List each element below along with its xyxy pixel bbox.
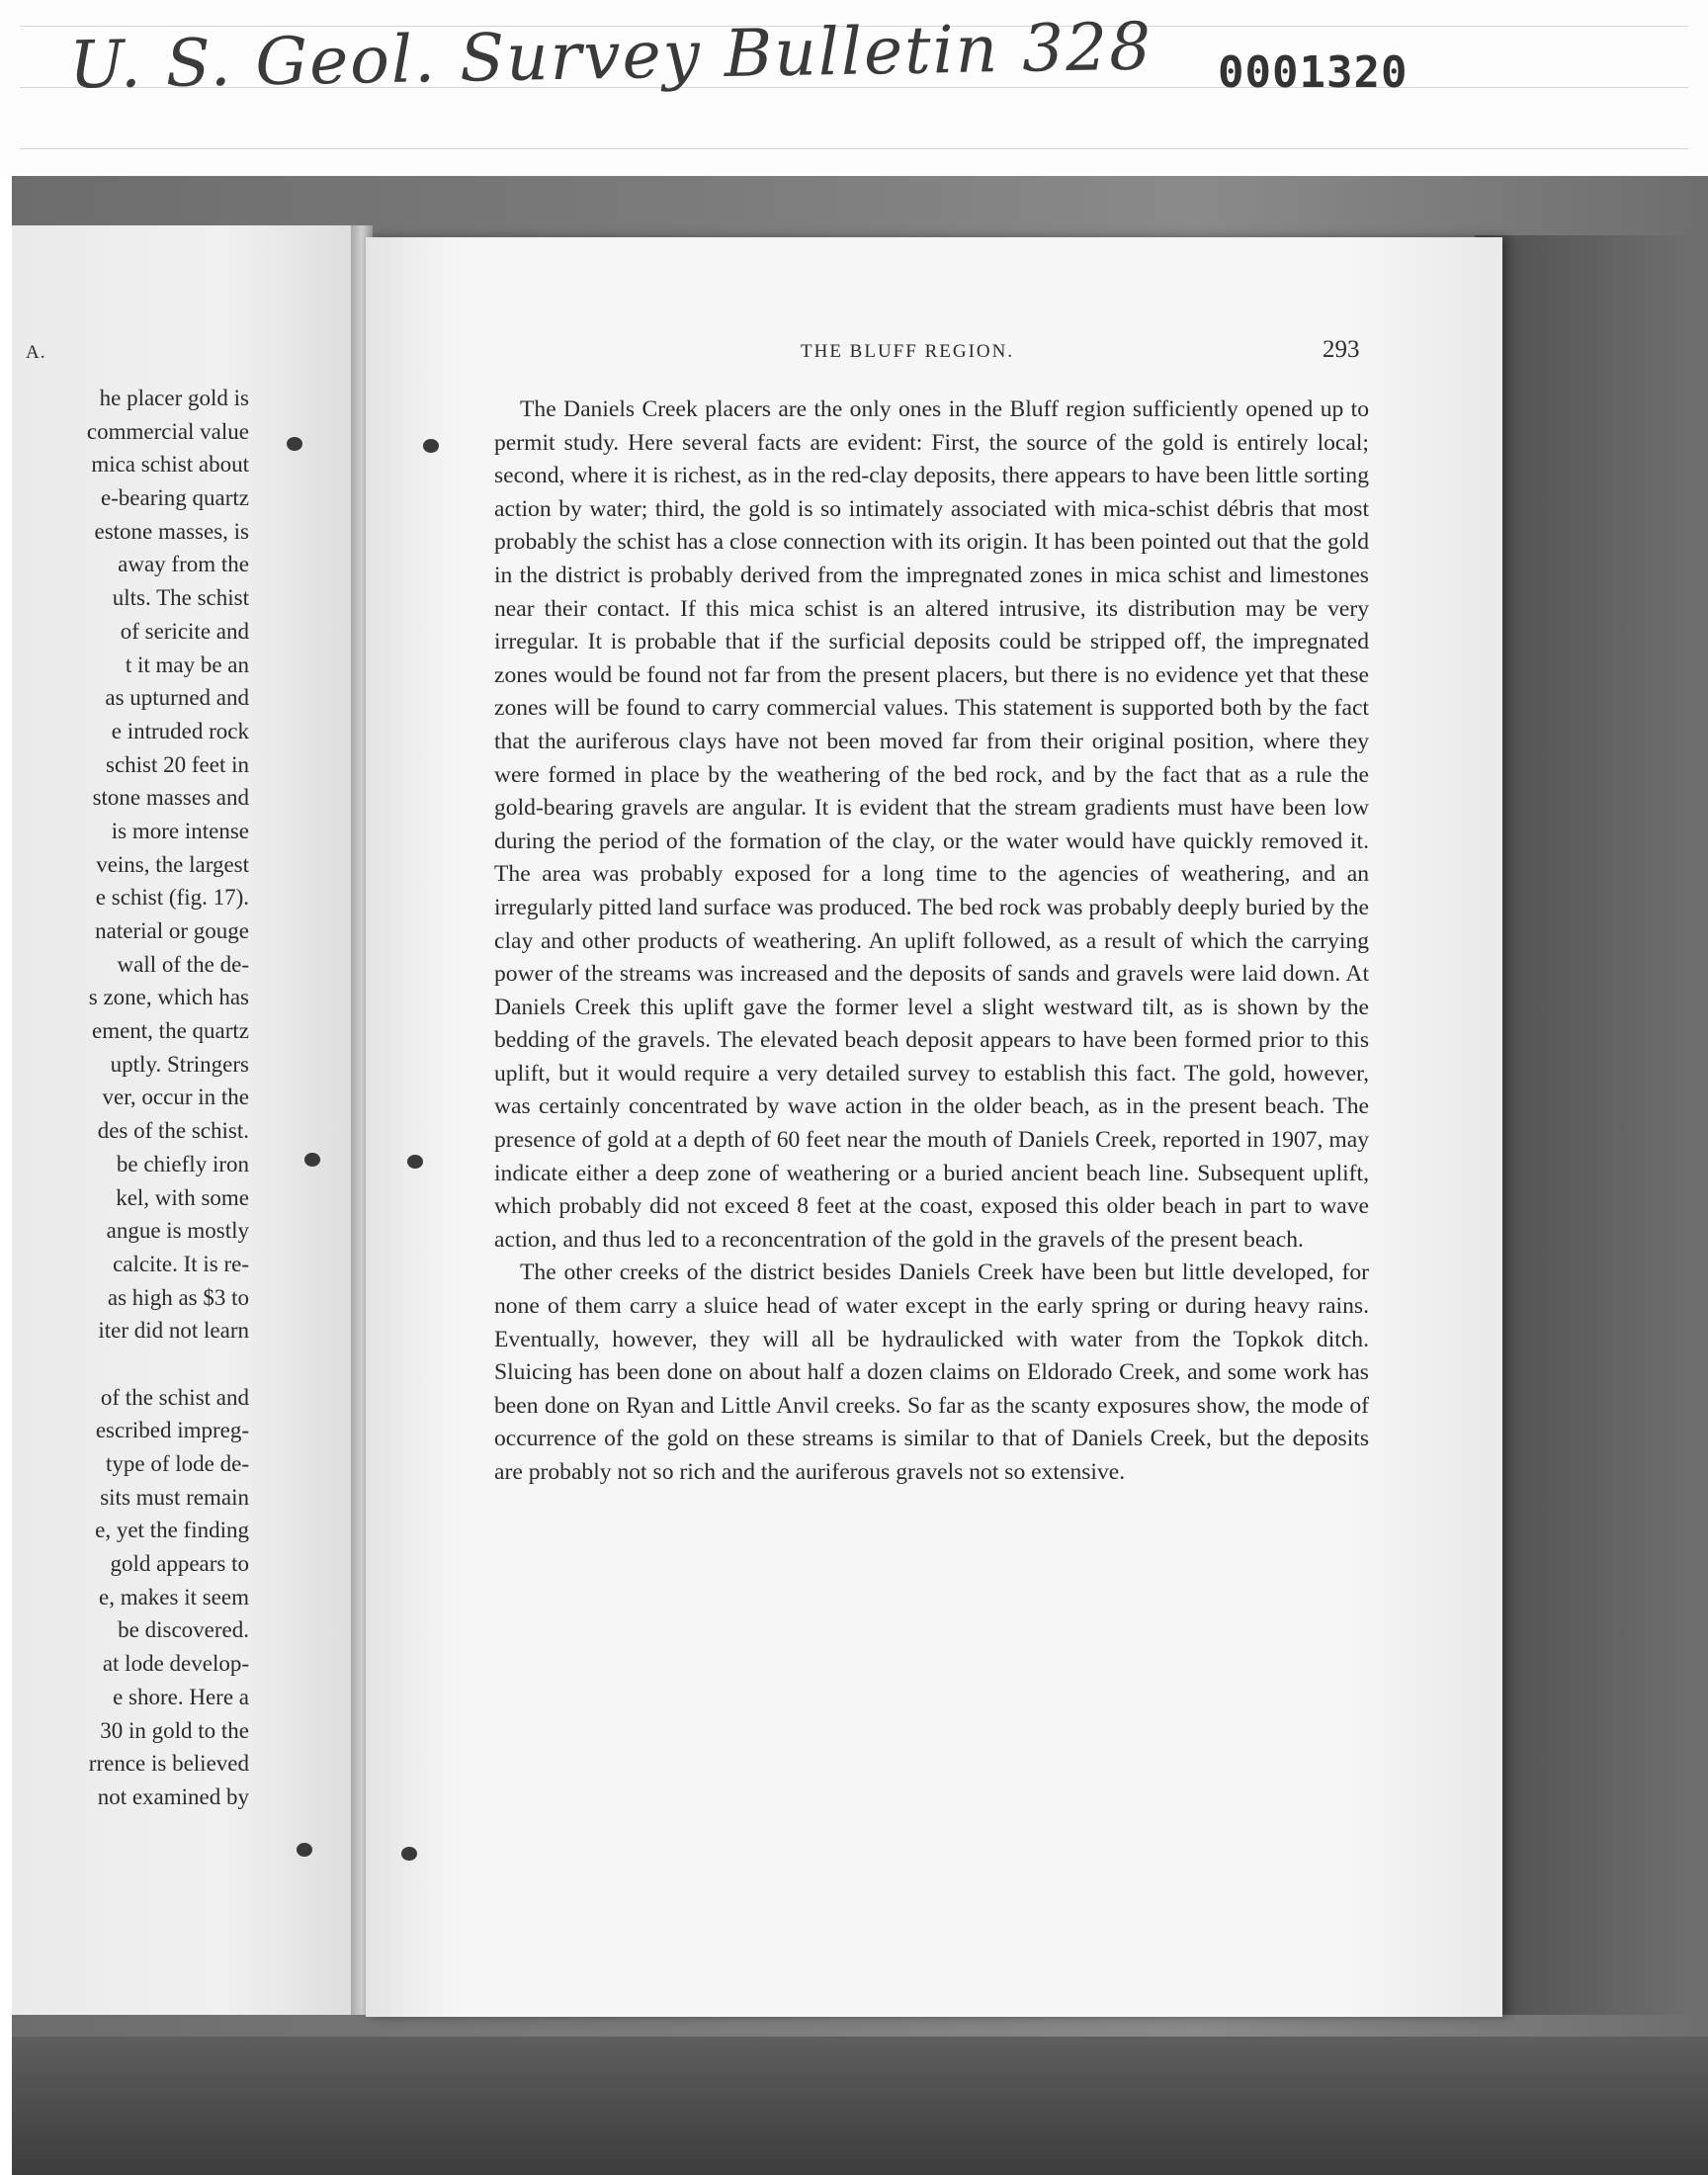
- left-line: angue is mostly: [106, 1218, 249, 1244]
- punch-hole: [304, 1153, 320, 1167]
- left-line: as upturned and: [105, 685, 249, 711]
- stamp-number: 0001320: [1218, 47, 1409, 98]
- left-line: schist 20 feet in: [106, 751, 249, 777]
- left-line: uptly. Stringers: [110, 1051, 249, 1077]
- left-line: calcite. It is re-: [113, 1251, 249, 1276]
- left-line: away from the: [118, 552, 249, 577]
- left-line: stone masses and: [92, 785, 249, 811]
- page-number: 293: [1323, 336, 1360, 363]
- left-line: of the schist and: [100, 1384, 249, 1410]
- left-line: as high as $3 to: [107, 1284, 249, 1310]
- left-line: t it may be an: [125, 652, 249, 677]
- punch-hole: [407, 1155, 423, 1169]
- paragraph: The Daniels Creek placers are the only ones in the Bluff region sufficiently opened up to permit study. Here several facts are evident: First, the source of the gold is entirely local; second, where it is richest, as in the red-clay deposits, there appears to have been little sorting action by water; third, the gold is so intimately associated with mica-schist débris that most probably the schist has a close connection with its origin. It has been pointed out that the gold in the district is probably derived from the impregnated zones in mica schist and limestones near their contact. If this mica schist is an altered intrusive, its distribution may be very irregular. It is probable that if the surficial deposits could be stripped off, the impregnated zones would be found not far from the present placers, but there is no evidence yet that these zones will be found to carry commercial values. This statement is supported both by the fact that the auriferous clays have not been moved far from their original position, where they were formed in place by the weathering of the bed rock, and by the fact that as a rule the gold-bearing gravels are angular. It is evident that the stream gradients must have been low during the period of the formation of the clay, or the water would have quickly removed it. The area was probably exposed for a long time to the agencies of weathering, and an irregularly pitted land surface was produced. The bed rock was probably deeply buried by the clay and other products of weathering. An uplift followed, as a result of which the carrying power of the streams was increased and the deposits of sands and gravels were laid down. At Daniels Creek this uplift gave the former level a slight westward tilt, as is shown by the bedding of the gravels. The elevated beach deposit appears to have been formed prior to this uplift, but it would require a very detailed survey to establish this fact. The gold, however, was certainly concentrated by wave action in the older beach, as in the present beach. The presence of gold at a depth of 60 feet near the mouth of Daniels Creek, reported in 1907, may indicate either a deep zone of weathering or a buried ancient beach line. Subsequent uplift, which probably did not exceed 8 feet at the coast, exposed this older beach in part to wave action, and thus led to a reconcentration of the gold in the gravels of the present beach.: [494, 396, 1369, 1253]
- left-line: at lode develop-: [102, 1651, 249, 1677]
- label-rule: [20, 148, 1688, 149]
- left-line: be discovered.: [118, 1617, 249, 1643]
- body-text: [494, 393, 1369, 1490]
- left-line: kel, with some: [116, 1184, 249, 1210]
- left-line: veins, the largest: [96, 851, 249, 877]
- running-head: THE BLUFF REGION.: [801, 341, 1015, 362]
- left-line: ement, the quartz: [91, 1018, 249, 1044]
- left-line: escribed impreg-: [95, 1418, 249, 1443]
- punch-hole: [297, 1843, 312, 1857]
- left-line: [12, 1348, 249, 1381]
- left-line: iter did not learn: [98, 1318, 249, 1344]
- left-line: be chiefly iron: [116, 1151, 249, 1176]
- left-line: e shore. Here a: [113, 1684, 249, 1709]
- left-page: [12, 225, 363, 2015]
- left-line: rrence is believed: [88, 1751, 249, 1777]
- punch-hole: [287, 437, 302, 451]
- left-line: e schist (fig. 17).: [95, 885, 249, 911]
- left-line: ults. The schist: [112, 585, 249, 611]
- left-line: naterial or gouge: [95, 918, 249, 943]
- left-line: mica schist about: [91, 452, 249, 478]
- right-page: [366, 237, 1502, 2017]
- left-line: des of the schist.: [97, 1118, 249, 1144]
- left-line: he placer gold is: [99, 386, 249, 410]
- paragraph: The other creeks of the district besides Daniels Creek have been but little developed, for none of them carry a sluice head of water except in the early spring or during heavy rains. Eventually, however, they will all be hydraulicked with water from the Topkok ditch. Sluicing has been done on about half a dozen claims on Eldorado Creek, and some work has been done on Ryan and Little Anvil creeks. So far as the scanty exposures show, the mode of occurrence of the gold on these streams is similar to that of Daniels Creek, but the deposits are probably not so rich and the auriferous gravels not so extensive.: [494, 1260, 1369, 1485]
- punch-hole: [401, 1847, 417, 1861]
- left-line: s zone, which has: [88, 985, 249, 1010]
- left-line: type of lode de-: [106, 1451, 249, 1476]
- handwritten-label: U. S. Geol. Survey Bulletin 328: [68, 8, 1153, 104]
- left-line: e, makes it seem: [98, 1584, 249, 1610]
- left-running-head: A.: [26, 342, 46, 363]
- left-line: is more intense: [111, 818, 249, 843]
- scan-bottom-shadow: [12, 2037, 1708, 2175]
- left-line: e intruded rock: [111, 718, 249, 743]
- left-page-text: [12, 382, 249, 1814]
- left-line: e-bearing quartz: [100, 485, 249, 511]
- left-line: ver, occur in the: [102, 1085, 249, 1110]
- left-line: commercial value: [86, 418, 249, 444]
- punch-hole: [423, 439, 439, 453]
- left-line: not examined by: [97, 1784, 249, 1809]
- left-line: sits must remain: [100, 1484, 249, 1510]
- left-line: e, yet the finding: [95, 1518, 249, 1543]
- label-strip: [0, 0, 1708, 176]
- left-line: of sericite and: [120, 618, 249, 644]
- left-line: gold appears to: [110, 1551, 249, 1577]
- left-line: estone masses, is: [94, 518, 249, 544]
- left-line: wall of the de-: [117, 951, 249, 977]
- left-line: 30 in gold to the: [100, 1717, 249, 1743]
